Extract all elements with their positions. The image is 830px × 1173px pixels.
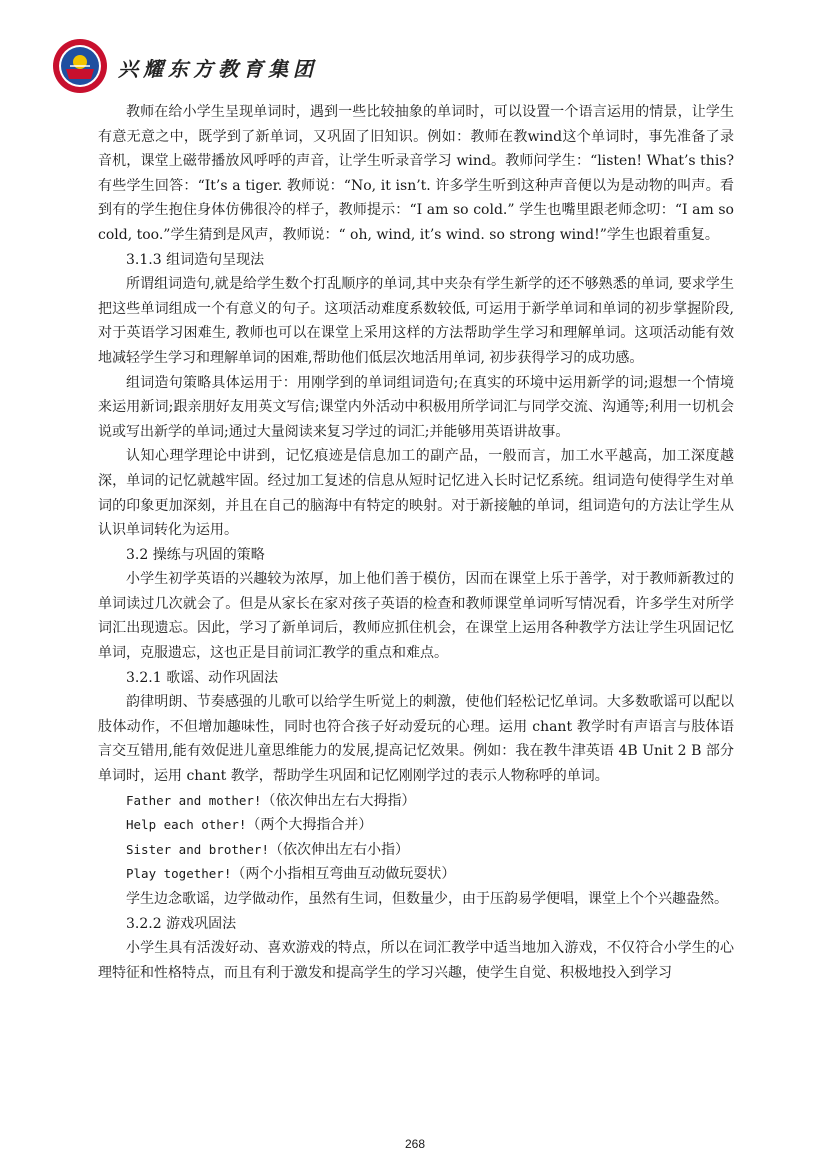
page-number: 268 [404, 1137, 426, 1151]
chant-line [98, 789, 734, 814]
paragraph-6: 韵律明朗、节奏感强的儿歌可以给学生听觉上的刺激，使他们轻松记忆单词。大多数歌谣可以配以肢体动作，不但增加趣味性，同时也符合孩子好动爱玩的心理。运用 chant 教学时有声语言与肢体语言交互错用,能有效促进儿童思维能力的发展,提高记忆效果。例如：我在教牛津英语 4B Unit 2 B 部分单词时，运用 chant 教学，帮助学生巩固和记忆刚刚学过的表示人物称呼的单词。 [98, 694, 734, 785]
chant-line [98, 838, 734, 863]
paragraph-3: 组词造句策略具体运用于：用刚学到的单词组词造句;在真实的环境中运用新学的词;遐想一个情境来运用新词;跟亲朋好友用英文写信;课堂内外活动中积极用所学词汇与同学交流、沟通等;利用一切机会说或写出新学的单词;通过大量阅读来复习学过的词汇;并能够用英语讲故事。 [98, 374, 734, 440]
chant-english: Help each other! [126, 817, 247, 833]
paragraph-5: 小学生初学英语的兴趣较为浓厚，加上他们善于模仿，因而在课堂上乐于善学，对于教师新教过的单词读过几次就会了。但是从家长在家对孩子英语的检查和教师课堂单词听写情况看，许多学生对所学词汇出现遗忘。因此，学习了新单词后，教师应抓住机会，在课堂上运用各种教学方法让学生巩固记忆单词，克服遗忘，这也正是目前词汇教学的重点和难点。 [98, 571, 734, 662]
chant-english: Father and mother! [126, 792, 262, 808]
section-heading-3-1-3: 3.1.3 组词造句呈现法 [126, 251, 265, 268]
chant-english: Sister and brother! [126, 841, 269, 857]
organization-name: 兴耀东方教育集团 [118, 57, 318, 81]
chant-line [98, 862, 734, 887]
section-heading-3-2: 3.2 操练与巩固的策略 [126, 546, 265, 563]
paragraph-1: 教师在给小学生呈现单词时，遇到一些比较抽象的单词时，可以设置一个语言运用的情景，让学生有意无意之中，既学到了新单词，又巩固了旧知识。例如：教师在教wind这个单词时，事先准备了录音机，课堂上磁带播放风呼呼的声音，让学生听录音学习 wind。教师问学生：“listen! What’s this?有些学生回答：“It’s a tiger. 教师说：“No, it isn’t. 许多学生听到这种声音便以为是动物的叫声。看到有的学生抱住身体仿佛很冷的样子，教师提示：“I am so cold.” 学生也嘴里跟老师念叨：“I am so cold, too.”学生猜到是风声，教师说：“ oh, wind, it’s wind. so strong wind!”学生也跟着重复。 [98, 104, 734, 243]
paragraph-2: 所谓组词造句,就是给学生数个打乱顺序的单词,其中夹杂有学生新学的还不够熟悉的单词, 要求学生把这些单词组成一个有意义的句子。这项活动难度系数较低, 可运用于新学单词和单词的初步掌握阶段,对于英语学习困难生, 教师也可以在课堂上采用这样的方法帮助学生学习和理解单词。这项活动能有效地减轻学生学习和理解单词的困难,帮助他们低层次地活用单词, 初步获得学习的成功感。 [98, 276, 734, 366]
page-header [52, 38, 752, 96]
chant-gesture: （依次伸出左右大拇指） [261, 792, 416, 809]
chant-gesture: （两个大拇指合并） [246, 817, 373, 834]
chant-gesture: （两个小指相互弯曲互动做玩耍状） [231, 866, 456, 883]
section-heading-3-2-1: 3.2.1 歌谣、动作巩固法 [126, 669, 279, 686]
school-emblem-icon [52, 38, 108, 94]
paragraph-7: 学生边念歌谣，边学做动作，虽然有生词，但数量少，由于压韵易学便唱，课堂上个个兴趣盎然。 [126, 891, 728, 907]
paragraph-4: 认知心理学理论中讲到，记忆痕迹是信息加工的副产品，一般而言，加工水平越高，加工深度越深，单词的记忆就越牢固。经过加工复述的信息从短时记忆进入长时记忆系统。组词造句使得学生对单词的印象更加深刻，并且在自己的脑海中有特定的映射。对于新接触的单词，组词造句的方法让学生从认识单词转化为运用。 [98, 448, 734, 539]
chant-english: Play together! [126, 866, 232, 882]
document-body [98, 100, 734, 985]
paragraph-8: 小学生具有活泼好动、喜欢游戏的特点，所以在词汇教学中适当地加入游戏，不仅符合小学生的心理特征和性格特点，而且有利于激发和提高学生的学习兴趣，使学生自觉、积极地投入到学习 [98, 940, 734, 981]
chant-gesture: （依次伸出左右小指） [269, 841, 409, 858]
chant-line [98, 813, 734, 838]
section-heading-3-2-2: 3.2.2 游戏巩固法 [126, 915, 237, 932]
